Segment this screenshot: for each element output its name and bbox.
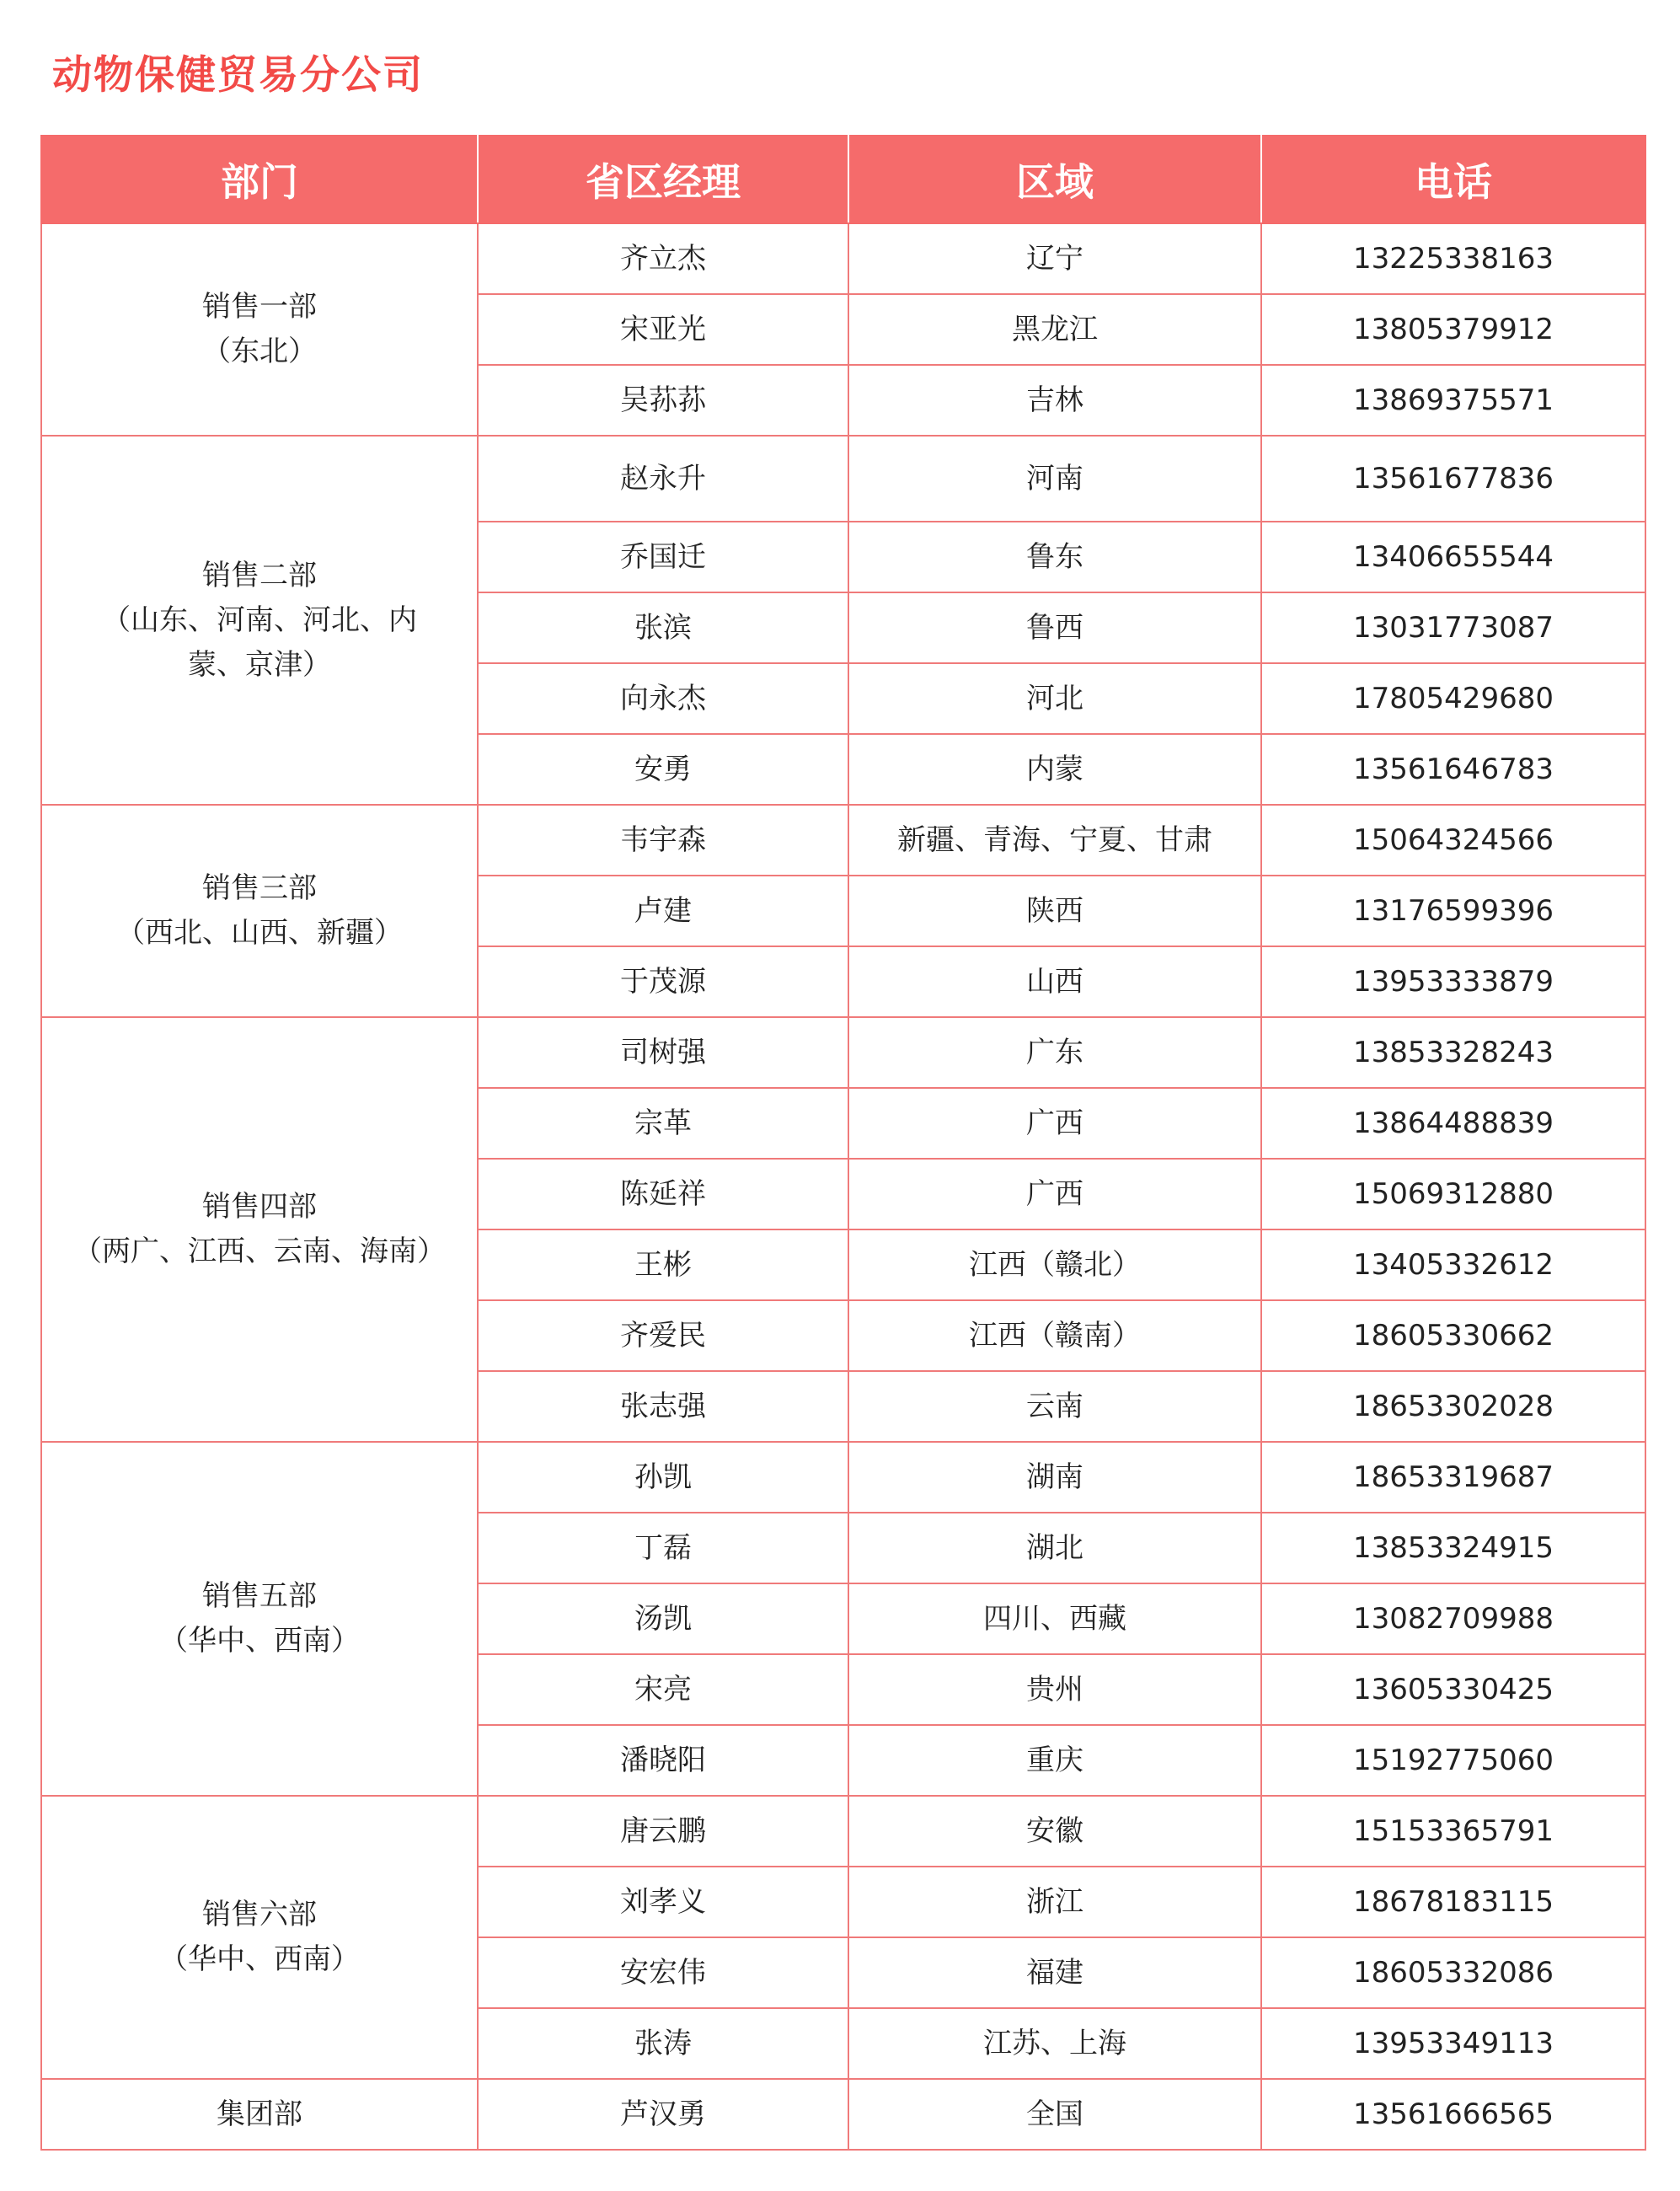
dept-cell	[41, 1442, 478, 1796]
phone-cell: 18678183115	[1261, 1867, 1645, 1937]
header-row	[41, 136, 1645, 223]
table-row	[41, 223, 1645, 294]
region-cell: 新疆、青海、宁夏、甘肃	[848, 805, 1261, 876]
manager-cell: 韦宇森	[478, 805, 848, 876]
phone-cell: 18653319687	[1261, 1442, 1645, 1513]
table-body	[41, 223, 1645, 2150]
region-cell: 重庆	[848, 1725, 1261, 1796]
region-cell: 黑龙江	[848, 294, 1261, 365]
phone-cell: 13605330425	[1261, 1654, 1645, 1725]
region-cell: 河北	[848, 663, 1261, 734]
region-cell: 内蒙	[848, 734, 1261, 805]
region-cell: 湖南	[848, 1442, 1261, 1513]
manager-cell: 安勇	[478, 734, 848, 805]
phone-cell: 13082709988	[1261, 1583, 1645, 1654]
region-cell: 广西	[848, 1088, 1261, 1159]
manager-cell: 张涛	[478, 2008, 848, 2079]
table-row	[41, 1017, 1645, 1088]
manager-cell: 向永杰	[478, 663, 848, 734]
region-cell: 辽宁	[848, 223, 1261, 294]
region-cell: 福建	[848, 1937, 1261, 2008]
phone-cell: 13864488839	[1261, 1088, 1645, 1159]
manager-cell: 刘孝义	[478, 1867, 848, 1937]
dept-cell	[41, 805, 478, 1017]
phone-cell: 13869375571	[1261, 365, 1645, 436]
manager-cell: 王彬	[478, 1229, 848, 1300]
phone-cell: 18605332086	[1261, 1937, 1645, 2008]
phone-cell: 18605330662	[1261, 1300, 1645, 1371]
phone-cell: 13031773087	[1261, 592, 1645, 663]
manager-cell: 宋亮	[478, 1654, 848, 1725]
region-cell: 江西（赣北）	[848, 1229, 1261, 1300]
dept-cell	[41, 223, 478, 436]
phone-cell: 13405332612	[1261, 1229, 1645, 1300]
manager-cell: 安宏伟	[478, 1937, 848, 2008]
table-row	[41, 1796, 1645, 1867]
phone-cell: 13561677836	[1261, 436, 1645, 522]
region-cell: 云南	[848, 1371, 1261, 1442]
manager-cell: 于茂源	[478, 946, 848, 1017]
manager-cell: 潘晓阳	[478, 1725, 848, 1796]
region-cell: 陕西	[848, 876, 1261, 946]
dept-subtitle: （东北）	[202, 335, 317, 368]
phone-cell: 13176599396	[1261, 876, 1645, 946]
manager-cell: 乔国迁	[478, 522, 848, 592]
dept-subtitle: （两广、江西、云南、海南）	[73, 1235, 446, 1268]
manager-cell: 孙凯	[478, 1442, 848, 1513]
header-dept: 部门	[41, 136, 478, 223]
header-region: 区域	[848, 136, 1261, 223]
region-cell: 吉林	[848, 365, 1261, 436]
contact-table	[40, 135, 1646, 2151]
manager-cell: 齐立杰	[478, 223, 848, 294]
manager-cell: 芦汉勇	[478, 2079, 848, 2150]
manager-cell: 丁磊	[478, 1513, 848, 1583]
phone-cell: 13853328243	[1261, 1017, 1645, 1088]
manager-cell: 吴荪荪	[478, 365, 848, 436]
phone-cell: 17805429680	[1261, 663, 1645, 734]
phone-cell: 18653302028	[1261, 1371, 1645, 1442]
phone-cell: 15153365791	[1261, 1796, 1645, 1867]
manager-cell: 卢建	[478, 876, 848, 946]
page-title: 动物保健贸易分公司	[52, 52, 424, 99]
phone-cell: 13805379912	[1261, 294, 1645, 365]
table-row	[41, 805, 1645, 876]
region-cell: 浙江	[848, 1867, 1261, 1937]
dept-cell	[41, 2079, 478, 2150]
dept-subtitle: （西北、山西、新疆）	[116, 916, 403, 950]
region-cell: 广西	[848, 1159, 1261, 1229]
phone-cell: 15192775060	[1261, 1725, 1645, 1796]
region-cell: 河南	[848, 436, 1261, 522]
dept-name: 销售四部	[202, 1190, 317, 1224]
manager-cell: 宋亚光	[478, 294, 848, 365]
region-cell: 湖北	[848, 1513, 1261, 1583]
phone-cell: 13953349113	[1261, 2008, 1645, 2079]
table-row	[41, 436, 1645, 522]
region-cell: 全国	[848, 2079, 1261, 2150]
region-cell: 江苏、上海	[848, 2008, 1261, 2079]
region-cell: 贵州	[848, 1654, 1261, 1725]
manager-cell: 齐爱民	[478, 1300, 848, 1371]
manager-cell: 宗革	[478, 1088, 848, 1159]
dept-name: 集团部	[217, 2097, 302, 2131]
dept-cell	[41, 1796, 478, 2079]
dept-subtitle: （华中、西南）	[159, 1624, 360, 1658]
header-manager: 省区经理	[478, 136, 848, 223]
dept-name: 销售二部	[202, 558, 317, 592]
phone-cell: 13406655544	[1261, 522, 1645, 592]
dept-cell	[41, 436, 478, 805]
region-cell: 广东	[848, 1017, 1261, 1088]
phone-cell: 15064324566	[1261, 805, 1645, 876]
region-cell: 四川、西藏	[848, 1583, 1261, 1654]
manager-cell: 汤凯	[478, 1583, 848, 1654]
manager-cell: 唐云鹏	[478, 1796, 848, 1867]
dept-name: 销售六部	[202, 1898, 317, 1931]
header-phone: 电话	[1261, 136, 1645, 223]
dept-name: 销售三部	[202, 871, 317, 905]
dept-name: 销售一部	[202, 290, 317, 324]
dept-subtitle: （华中、西南）	[159, 1942, 360, 1976]
phone-cell: 15069312880	[1261, 1159, 1645, 1229]
manager-cell: 陈延祥	[478, 1159, 848, 1229]
dept-name: 销售五部	[202, 1579, 317, 1613]
dept-cell	[41, 1017, 478, 1442]
manager-cell: 司树强	[478, 1017, 848, 1088]
manager-cell: 张滨	[478, 592, 848, 663]
phone-cell: 13953333879	[1261, 946, 1645, 1017]
region-cell: 江西（赣南）	[848, 1300, 1261, 1371]
region-cell: 鲁西	[848, 592, 1261, 663]
phone-cell: 13561646783	[1261, 734, 1645, 805]
region-cell: 山西	[848, 946, 1261, 1017]
region-cell: 鲁东	[848, 522, 1261, 592]
manager-cell: 张志强	[478, 1371, 848, 1442]
table-row	[41, 2079, 1645, 2150]
phone-cell: 13561666565	[1261, 2079, 1645, 2150]
manager-cell: 赵永升	[478, 436, 848, 522]
phone-cell: 13225338163	[1261, 223, 1645, 294]
table-row	[41, 1442, 1645, 1513]
dept-subtitle: （山东、河南、河北、内蒙、京津）	[102, 603, 417, 682]
phone-cell: 13853324915	[1261, 1513, 1645, 1583]
region-cell: 安徽	[848, 1796, 1261, 1867]
